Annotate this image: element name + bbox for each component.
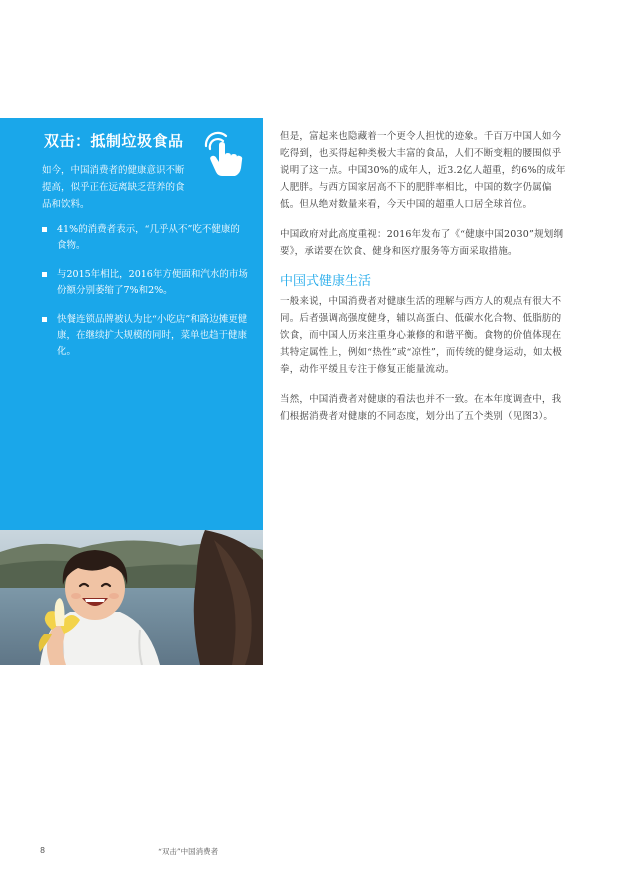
bullet-square-icon — [42, 227, 47, 232]
bullet-square-icon — [42, 272, 47, 277]
main-article — [280, 128, 568, 438]
article-paragraph: 但是，富起来也隐藏着一个更令人担忧的迹象。千百万中国人如今吃得到，也买得起种类极大丰富的食品，人们不断变粗的腰围似乎说明了这一点。中国30%的成年人，近3.2亿人超重，约6%的成年人肥胖。与西方国家居高不下的肥胖率相比，中国的数字仍属偏低。但从绝对数量来看，今天中国的超重人口居全球首位。 — [280, 131, 566, 210]
footer-report-title: “双击”中国消费者 — [158, 847, 219, 856]
article-paragraph: 当然，中国消费者对健康的看法也并不一致。在本年度调查中，我们根据消费者对健康的不同态度，划分出了五个类别（见图3）。 — [280, 394, 562, 422]
list-item: 快餐连锁品牌被认为比“小吃店”和路边摊更健康，在继续扩大规模的同时，菜单也趋于健康化。 — [40, 312, 248, 360]
page-number: 8 — [40, 846, 46, 855]
article-paragraph: 一般来说，中国消费者对健康生活的理解与西方人的观点有很大不同。后者强调高强度健身，辅以高蛋白、低碳水化合物、低脂肪的饮食，而中国人历来注重身心兼修的和谐平衡。食物的价值体现在其特定属性上，例如“热性”或“凉性”，而传统的健身运动，如太极拳，动作平缓且专注于修复正能量流动。 — [280, 296, 563, 375]
section-heading: 中国式健康生活 — [280, 274, 372, 289]
list-item: 与2015年相比，2016年方便面和汽水的市场份额分别萎缩了7%和2%。 — [40, 267, 248, 299]
sidebar-bullet-list — [40, 222, 248, 373]
photo-illustration — [0, 530, 263, 665]
sidebar-title: 双击：抵制垃圾食品 — [44, 132, 184, 150]
article-paragraph: 中国政府对此高度重视：2016年发布了《“健康中国2030”规划纲要》，承诺要在饮食、健身和医疗服务等方面采取措施。 — [280, 229, 564, 257]
sidebar-panel — [0, 118, 263, 530]
bullet-square-icon — [42, 317, 47, 322]
sidebar-intro: 如今，中国消费者的健康意识不断提高，似乎正在远离缺乏营养的食品和饮料。 — [42, 165, 185, 210]
child-eating-banana-photo — [0, 530, 263, 665]
tap-hand-icon — [196, 128, 248, 180]
list-item: 41%的消费者表示，“几乎从不”吃不健康的食物。 — [40, 222, 248, 254]
